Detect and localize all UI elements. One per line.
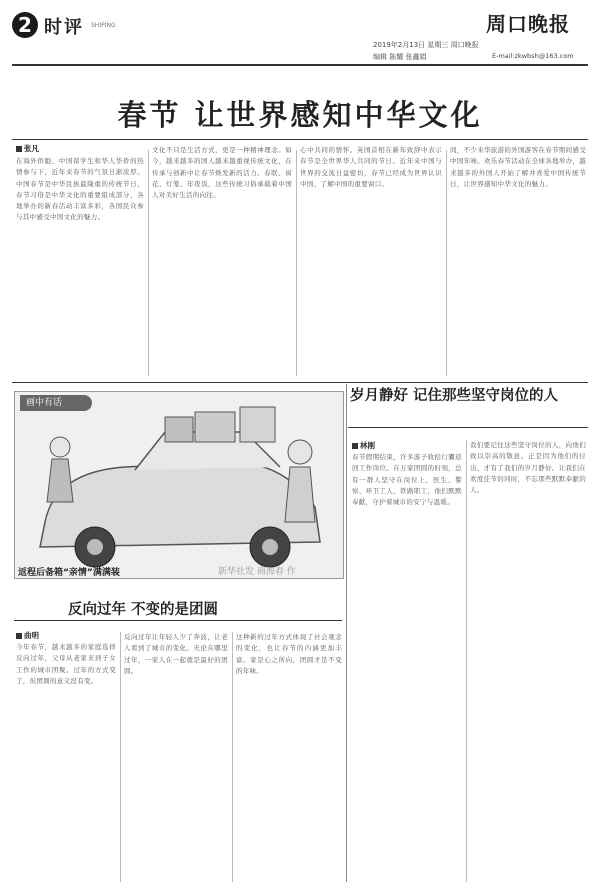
newspaper-masthead: 周口晚报 [486, 12, 570, 36]
article-two-byline [352, 440, 375, 451]
article-three-byline-text: 曲明 [24, 631, 39, 640]
article-two-column-1: 春节假期结束，许多游子收拾行囊返回工作岗位。在万家团圆的时刻，总有一群人坚守在岗位上，医生、警察、环卫工人、铁路职工，他们默默奉献，守护着城市的安宁与温暖。 [352, 453, 462, 507]
byline-marker-icon [352, 443, 358, 449]
article-three-column-3: 这种新的过年方式体现了社会观念的变化，也让春节的内涵更加丰富。家是心之所向，团圆才是不变的年味。 [236, 633, 342, 675]
article-three-column-2: 反向过年让年轻人少了奔波，让老人看到了城市的变化。无论在哪里过年，一家人在一起就是最好的团圆。 [124, 633, 228, 675]
column-divider [466, 440, 467, 882]
main-column-2: 文化不只是生活方式，更是一种精神理念。如今，越来越多的国人越来越重视传统文化，在传承与创新中让春节焕发新的活力。春联、窗花、灯笼、年夜饭，这些传统习俗承载着中国人对美好生活的向往。 [152, 146, 292, 200]
section-subtitle: SHIPING [91, 22, 116, 29]
column-divider [446, 150, 447, 376]
cartoon-tag: 画中有话 [20, 395, 92, 411]
contact-email: E-mail:zkwbsh@163.com [492, 52, 574, 60]
article-two-rule [348, 427, 588, 428]
column-divider [296, 150, 297, 376]
column-divider [232, 632, 233, 882]
main-column-3: 心中共同的情怀。英国首相在新年致辞中表示春节是全世界华人共同的节日。近年来中国与世界的交流日益密切，春节已经成为世界认识中国、了解中国的重要窗口。 [300, 146, 442, 188]
cartoon-caption: 返程后备箱“亲情”满满装 [18, 568, 120, 578]
byline-marker-icon [16, 633, 22, 639]
column-divider [148, 150, 149, 376]
main-column-1: 在海外侨胞、中国留学生和华人华侨的热情参与下，近年来春节的气氛日渐浓厚。中国春节是中华民族最隆重的传统节日，春节习俗是中华文化的重要组成部分，各地举办的新春活动丰富多彩，各国民众参与其中感受中国文化的魅力。 [16, 157, 144, 222]
page-number: 2 [12, 12, 38, 38]
car-cartoon-drawing [15, 392, 343, 578]
byline-marker-icon [16, 146, 22, 152]
headline-rule [12, 139, 588, 140]
article-three-column-1: 今年春节，越来越多的家庭选择反向过年，父母从老家来到子女工作的城市团聚。过年的方式变了，但团圆的意义没有变。 [16, 643, 116, 685]
article-two-headline: 岁月静好 记住那些坚守岗位的人 [350, 388, 559, 404]
cartoon-author: 新华社发 商海春 作 [218, 567, 296, 577]
section-title: 时评 [44, 17, 84, 38]
main-headline: 春节 让世界感知中华文化 [117, 98, 483, 132]
dateline: 2019年2月13日 星期三 周口晚报 [373, 41, 479, 49]
article-two-byline-text: 林刚 [360, 441, 375, 450]
vertical-section-divider [346, 384, 347, 882]
editors-line: 编辑 陈耀 张鑫娟 [373, 53, 427, 61]
main-byline-text: 张凡 [24, 144, 39, 153]
section-rule [12, 382, 588, 383]
column-divider [120, 632, 121, 882]
article-three-headline: 反向过年 不变的是团圆 [68, 602, 219, 618]
header-rule [12, 64, 588, 66]
article-three-byline [16, 630, 39, 641]
main-column-4: 间，不少来华旅游的外国游客在春节期间感受中国年味。欢乐春节活动在全球各地举办，越来越多的外国人开始了解并喜爱中国传统节日，让世界感知中华文化的魅力。 [450, 146, 586, 188]
article-three-rule [14, 620, 342, 621]
main-byline [16, 143, 39, 154]
article-two-column-2: 我们要记住这些坚守岗位的人，向他们致以崇高的敬意。正是因为他们的付出，才有了我们的岁月静好。让我们在欢度佳节的同时，不忘那些默默奉献的人。 [470, 441, 586, 495]
cartoon-illustration [14, 391, 344, 579]
